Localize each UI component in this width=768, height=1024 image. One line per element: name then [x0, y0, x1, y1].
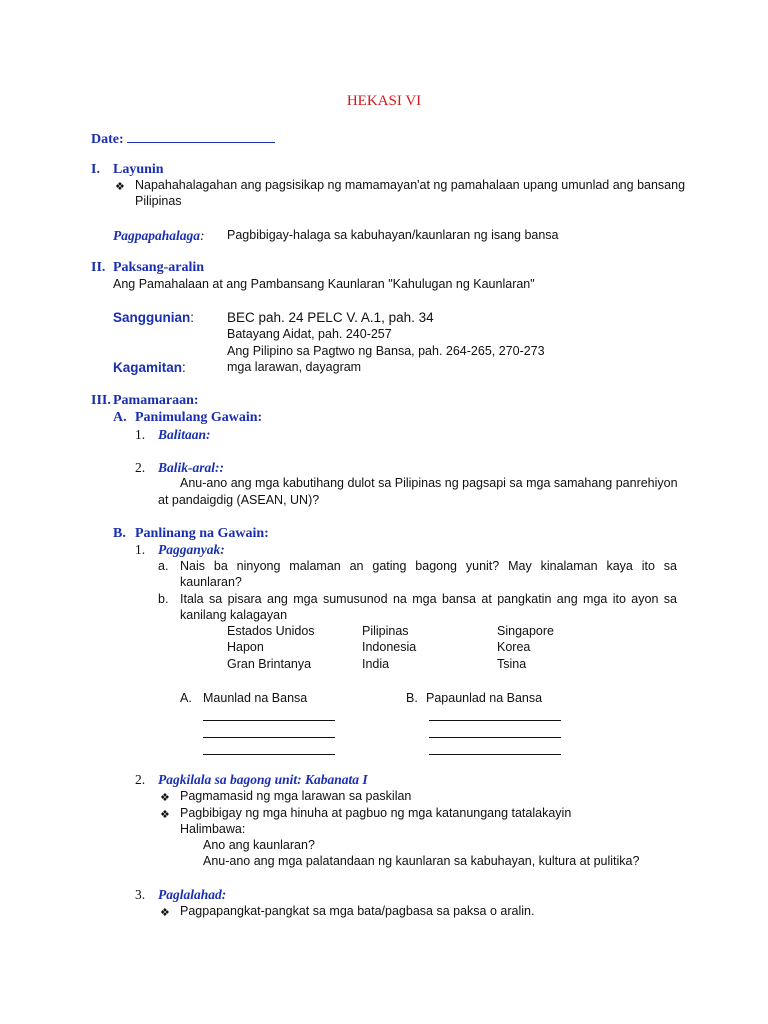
- bullet-icon: ❖: [160, 907, 170, 919]
- document-title: HEKASI VI: [346, 93, 422, 109]
- example-question-2: Anu-ano ang mga palatandaan ng kaunlaran sa kabuhayan, kultura at pulitika?: [203, 854, 640, 868]
- example-question-1: Ano ang kaunlaran?: [203, 838, 315, 852]
- pagkilala-label: Pagkilala sa bagong unit: Kabanata I: [158, 772, 368, 787]
- answer-line: [203, 708, 335, 721]
- b3-number: 3.: [135, 887, 146, 902]
- pagpapahalaga-text: Pagbibigay-halaga sa kabuhayan/kaunlaran ng isang bansa: [227, 228, 559, 242]
- answer-line: [203, 742, 335, 755]
- subsection-b-heading: Panlinang na Gawain:: [135, 526, 269, 541]
- country-cell: Gran Brintanya: [227, 657, 312, 671]
- sanggunian-colon: :: [190, 310, 195, 325]
- sanggunian-ref-2: Batayang Aidat, pah. 240-257: [227, 327, 392, 341]
- pagganyak-label: Pagganyak:: [158, 542, 225, 557]
- country-cell: Korea: [497, 640, 531, 654]
- kagamitan-label-text: Kagamitan: [113, 360, 183, 375]
- bullet-icon: ❖: [160, 792, 170, 804]
- country-cell: Hapon: [227, 640, 264, 654]
- paglalahad-label: Paglalahad:: [158, 887, 227, 902]
- country-cell: Estados Unidos: [227, 624, 315, 638]
- halimbawa-label: Halimbawa:: [180, 822, 246, 836]
- answer-line: [429, 708, 561, 721]
- country-cell: Tsina: [497, 657, 527, 671]
- column-a-letter: A.: [180, 691, 192, 705]
- answer-line: [429, 725, 561, 738]
- section-3-heading: Pamamaraan:: [113, 393, 199, 408]
- bullet-icon: ❖: [115, 181, 125, 193]
- country-cell: Singapore: [497, 624, 554, 638]
- b2-number: 2.: [135, 772, 146, 787]
- kagamitan-colon: :: [182, 360, 186, 375]
- column-a-heading: Maunlad na Bansa: [203, 691, 308, 705]
- b1b-text-line1: Itala sa pisara ang mga sumusunod na mga bansa at pangkatin ang mga ito ayon sa: [180, 592, 677, 606]
- kagamitan-label: [113, 360, 186, 375]
- balitaan-label: Balitaan:: [158, 427, 211, 442]
- balik-aral-text-line2: at pandaigdig (ASEAN, UN)?: [158, 493, 320, 507]
- sanggunian-ref-3: Ang Pilipino sa Pagtwo ng Bansa, pah. 264-265, 270-273: [227, 344, 545, 358]
- country-cell: Indonesia: [362, 640, 417, 654]
- b1a-text-line2: kaunlaran?: [180, 575, 242, 589]
- kagamitan-text: mga larawan, dayagram: [227, 360, 362, 374]
- date-blank-line: [127, 129, 275, 143]
- pagpapahalaga-colon: :: [200, 228, 205, 243]
- section-1-heading: Layunin: [113, 162, 164, 177]
- answer-line: [429, 742, 561, 755]
- pagkilala-bullet-2: Pagbibigay ng mga hinuha at pagbuo ng mga katanungang tatalakayin: [180, 806, 572, 820]
- layunin-text-line2: Pilipinas: [135, 194, 182, 208]
- a2-number: 2.: [135, 460, 146, 475]
- date-label: Date:: [91, 132, 124, 147]
- b1b-text-line2: kanilang kalagayan: [180, 608, 288, 622]
- sanggunian-label-text: Sanggunian: [113, 310, 191, 325]
- subsection-b-letter: B.: [113, 526, 126, 541]
- b1-number: 1.: [135, 542, 146, 557]
- a1-number: 1.: [135, 427, 146, 442]
- pagkilala-bullet-1: Pagmamasid ng mga larawan sa paskilan: [180, 789, 412, 803]
- balik-aral-label: Balik-aral::: [158, 460, 224, 475]
- b1b-letter: b.: [158, 592, 169, 606]
- paksa-topic: Ang Pamahalaan at ang Pambansang Kaunlaran "Kahulugan ng Kaunlaran": [113, 277, 535, 291]
- answer-line: [203, 725, 335, 738]
- date-row: [91, 129, 275, 148]
- pagpapahalaga-label-text: Pagpapahalaga: [113, 228, 201, 243]
- b1a-text-line1: Nais ba ninyong malaman an gating bagong yunit? May kinalaman kaya ito sa: [180, 559, 677, 573]
- column-b-heading: Papaunlad na Bansa: [426, 691, 543, 705]
- section-3-number: III.: [91, 393, 111, 408]
- balik-aral-text-line1: Anu-ano ang mga kabutihang dulot sa Pilipinas ng pagsapi sa mga samahang panrehiyon: [180, 476, 678, 490]
- section-1-number: I.: [91, 162, 100, 177]
- layunin-text-line1: Napahahalagahan ang pagsisikap ng mamamayan'at ng pamahalaan upang umunlad ang bansang: [135, 178, 686, 192]
- subsection-a-letter: A.: [113, 410, 127, 425]
- pagpapahalaga-label: [113, 228, 205, 244]
- column-b-letter: B.: [406, 691, 418, 705]
- subsection-a-heading: Panimulang Gawain:: [135, 410, 263, 425]
- bullet-icon: ❖: [160, 809, 170, 821]
- section-2-heading: Paksang-aralin: [113, 260, 205, 275]
- sanggunian-label: [113, 310, 194, 325]
- b1a-letter: a.: [158, 559, 169, 573]
- country-cell: Pilipinas: [362, 624, 409, 638]
- paglalahad-bullet-1: Pagpapangkat-pangkat sa mga bata/pagbasa sa paksa o aralin.: [180, 904, 535, 918]
- country-cell: India: [362, 657, 390, 671]
- sanggunian-ref-1: BEC pah. 24 PELC V. A.1, pah. 34: [227, 310, 434, 325]
- section-2-number: II.: [91, 260, 106, 275]
